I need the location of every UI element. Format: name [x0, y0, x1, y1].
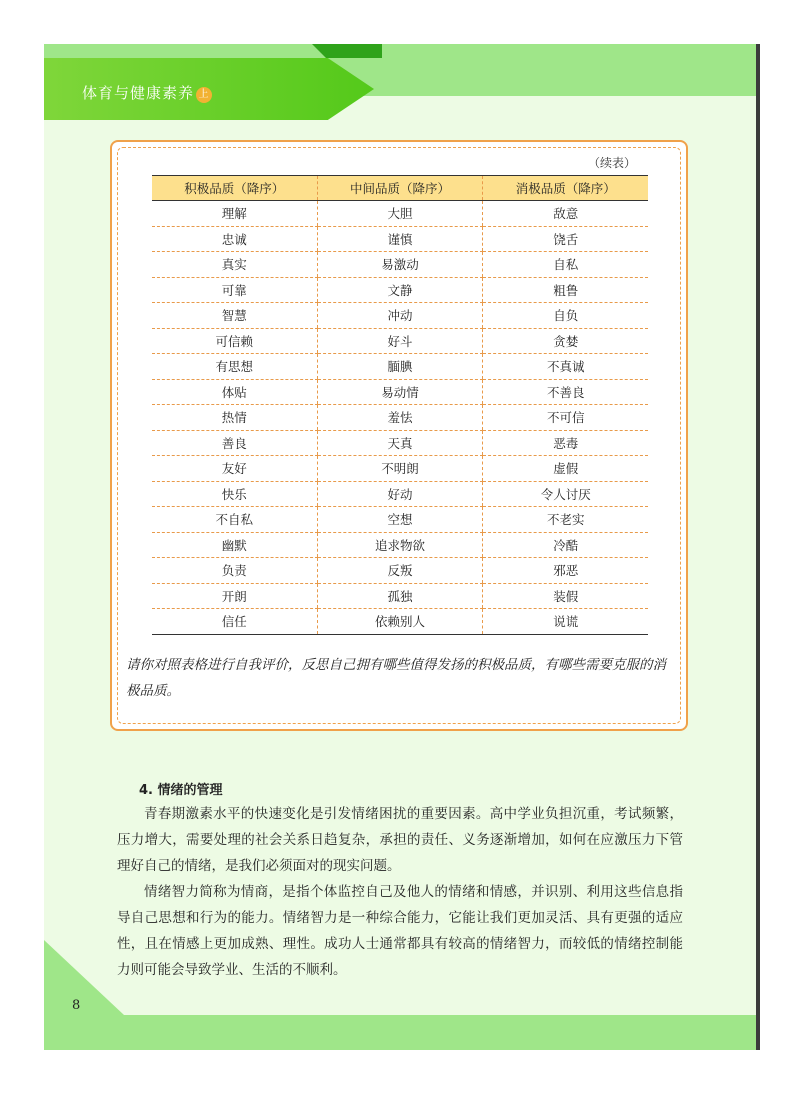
table-cell: 易激动 [317, 252, 483, 278]
table-row [152, 354, 648, 380]
table-cell: 不明朗 [317, 456, 483, 482]
body-paragraph: 青春期激素水平的快速变化是引发情绪困扰的重要因素。高中学业负担沉重，考试频繁，压力增大，需要处理的社会关系日趋复杂，承担的责任、义务逐渐增加，如何在应激压力下管理好自己的情绪，是我们必须面对的现实问题。 [117, 806, 683, 874]
column-header-neutral: 中间品质（降序） [317, 176, 483, 201]
table-cell: 贪婪 [483, 328, 648, 354]
body-paragraph: 情绪智力简称为情商，是指个体监控自己及他人的情绪和情感，并识别、利用这些信息指导自己思想和行为的能力。情绪智力是一种综合能力，它能让我们更加灵活、具有更强的适应性，且在情感上更加成熟、理性。成功人士通常都具有较高的情绪智力，而较低的情绪控制能力则可能会导致学业、生活的不顺利。 [117, 884, 683, 978]
table-cell: 依赖别人 [317, 609, 483, 635]
table-cell: 幽默 [152, 532, 317, 558]
table-row [152, 201, 648, 227]
table-cell: 有思想 [152, 354, 317, 380]
table-cell: 善良 [152, 430, 317, 456]
table-row [152, 303, 648, 329]
volume-badge: 上 [196, 87, 212, 103]
page-number: 8 [72, 998, 81, 1013]
table-cell: 友好 [152, 456, 317, 482]
table-row [152, 609, 648, 635]
table-cell: 可靠 [152, 277, 317, 303]
table-cell: 大胆 [317, 201, 483, 227]
section-heading: 4. 情绪的管理 [139, 783, 223, 798]
page-edge-strip [756, 44, 760, 1050]
table-row [152, 252, 648, 278]
table-row [152, 456, 648, 482]
table-cell: 追求物欲 [317, 532, 483, 558]
table-cell: 易动情 [317, 379, 483, 405]
table-cell: 忠诚 [152, 226, 317, 252]
table-cell: 不真诚 [483, 354, 648, 380]
table-cell: 孤独 [317, 583, 483, 609]
table-cell: 粗鲁 [483, 277, 648, 303]
table-row [152, 507, 648, 533]
table-cell: 饶舌 [483, 226, 648, 252]
table-cell: 邪恶 [483, 558, 648, 584]
table-cell: 智慧 [152, 303, 317, 329]
table-cell: 自私 [483, 252, 648, 278]
table-cell: 快乐 [152, 481, 317, 507]
table-cell: 不善良 [483, 379, 648, 405]
table-row [152, 558, 648, 584]
table-row [152, 532, 648, 558]
table-cell: 好斗 [317, 328, 483, 354]
table-cell: 冲动 [317, 303, 483, 329]
table-row [152, 226, 648, 252]
table-cell: 不自私 [152, 507, 317, 533]
table-cell: 羞怯 [317, 405, 483, 431]
table-cell: 反叛 [317, 558, 483, 584]
table-cell: 恶毒 [483, 430, 648, 456]
table-row [152, 405, 648, 431]
self-evaluation-prompt: 请你对照表格进行自我评价，反思自己拥有哪些值得发扬的积极品质，有哪些需要克服的消极品质。 [126, 657, 666, 699]
table-cell: 不老实 [483, 507, 648, 533]
table-row [152, 328, 648, 354]
table-row [152, 379, 648, 405]
footer-band [44, 1015, 756, 1050]
table-cell: 冷酷 [483, 532, 648, 558]
table-cell: 开朗 [152, 583, 317, 609]
table-cell: 体贴 [152, 379, 317, 405]
table-cell: 理解 [152, 201, 317, 227]
column-header-positive: 积极品质（降序） [152, 176, 317, 201]
table-cell: 说谎 [483, 609, 648, 635]
table-cell: 谨慎 [317, 226, 483, 252]
table-cell: 装假 [483, 583, 648, 609]
table-cell: 信任 [152, 609, 317, 635]
table-cell: 负责 [152, 558, 317, 584]
continued-label: （续表） [588, 156, 637, 170]
column-header-negative: 消极品质（降序） [483, 176, 648, 201]
table-cell: 令人讨厌 [483, 481, 648, 507]
table-cell: 文静 [317, 277, 483, 303]
table-row [152, 583, 648, 609]
table-cell: 不可信 [483, 405, 648, 431]
book-title [82, 82, 212, 103]
table-cell: 好动 [317, 481, 483, 507]
table-cell: 空想 [317, 507, 483, 533]
table-row [152, 481, 648, 507]
table-row [152, 277, 648, 303]
table-cell: 热情 [152, 405, 317, 431]
table-cell: 可信赖 [152, 328, 317, 354]
table-row [152, 430, 648, 456]
table-cell: 敌意 [483, 201, 648, 227]
table-cell: 虚假 [483, 456, 648, 482]
table-cell: 自负 [483, 303, 648, 329]
personality-traits-table [152, 175, 648, 635]
book-title-text: 体育与健康素养 [82, 84, 195, 102]
table-cell: 腼腆 [317, 354, 483, 380]
table-cell: 真实 [152, 252, 317, 278]
table-header-row [152, 176, 648, 201]
table-cell: 天真 [317, 430, 483, 456]
